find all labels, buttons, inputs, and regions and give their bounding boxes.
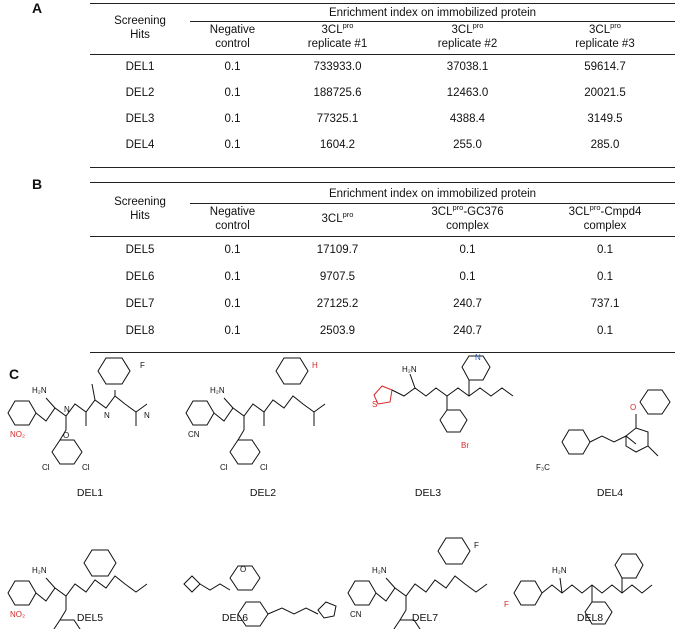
table-b-col-cmpd4: $3CL^{pro}-Cmpd4$ complex xyxy=(568,203,642,232)
table-cell: 737.1 xyxy=(590,298,620,310)
table-cell: 0.1 xyxy=(459,271,476,283)
table-b-row-header: Screening Hits xyxy=(114,196,166,222)
table-cell: 0.1 xyxy=(459,244,476,256)
table-cell: 9707.5 xyxy=(319,271,356,283)
del1-nh-3: N xyxy=(144,411,150,420)
table-cell: 3149.5 xyxy=(587,113,623,125)
table-b-col-negative: Negative control xyxy=(209,206,256,232)
del1-o-1: O xyxy=(63,431,70,440)
table-cell: 240.7 xyxy=(453,298,482,310)
table-a-row-header: Screening Hits xyxy=(114,15,166,41)
molecule-label-del4: DEL4 xyxy=(596,487,624,499)
molecule-label-del2: DEL2 xyxy=(249,487,277,499)
table-cell: 0.1 xyxy=(597,325,613,337)
table-row-hit: DEL4 xyxy=(125,139,155,151)
table-cell: 0.1 xyxy=(224,61,241,73)
table-cell: 1604.2 xyxy=(319,139,356,151)
panel-label-a: A xyxy=(32,0,43,16)
del2-h: H xyxy=(312,361,318,370)
del2-cn: CN xyxy=(188,430,200,439)
table-row-hit: DEL7 xyxy=(125,298,155,310)
del2-nh2: H₂N xyxy=(210,386,225,395)
del7-nh2: H₂N xyxy=(372,566,387,575)
table-cell: 285.0 xyxy=(590,139,620,151)
table-cell: 0.1 xyxy=(597,271,613,283)
table-cell: 77325.1 xyxy=(316,113,359,125)
table-cell: 240.7 xyxy=(453,325,482,337)
del3-nh2: H₂N xyxy=(402,365,417,374)
del1-nh-1: N xyxy=(64,405,70,414)
del8-f: F xyxy=(504,600,509,609)
table-row-hit: DEL3 xyxy=(125,113,155,125)
table-cell: 0.1 xyxy=(224,298,241,310)
table-row-hit: DEL8 xyxy=(125,325,155,337)
table-row-hit: DEL1 xyxy=(125,61,155,73)
molecule-label-del6: DEL6 xyxy=(221,612,249,624)
table-cell: 59614.7 xyxy=(584,61,626,73)
del1-nh2: H₂N xyxy=(32,386,47,395)
table-b-col-gc376: $3CL^{pro}-GC376$ complex xyxy=(431,203,504,232)
table-cell: 0.1 xyxy=(597,244,613,256)
del5-no2: NO₂ xyxy=(10,610,26,619)
table-cell: 0.1 xyxy=(224,271,241,283)
del3-n: N xyxy=(475,353,481,362)
table-cell: 20021.5 xyxy=(584,87,626,99)
table-cell: 188725.6 xyxy=(313,87,362,99)
table-row-hit: DEL5 xyxy=(125,244,155,256)
del4-o: O xyxy=(630,403,637,412)
structure-del2 xyxy=(186,358,325,464)
del6-o-1: O xyxy=(240,565,247,574)
structure-del4 xyxy=(562,390,670,456)
table-cell: 17109.7 xyxy=(316,244,359,256)
table-row-hit: DEL6 xyxy=(125,271,155,283)
molecule-label-del3: DEL3 xyxy=(414,487,442,499)
table-cell: 0.1 xyxy=(224,87,241,99)
molecule-label-del1: DEL1 xyxy=(76,487,104,499)
table-a-col-negative: Negative control xyxy=(209,24,256,50)
del1-cl-1: Cl xyxy=(42,463,50,472)
del3-s: S xyxy=(372,400,378,409)
molecule-label-del7: DEL7 xyxy=(411,612,439,624)
table-cell: 255.0 xyxy=(453,139,482,151)
table-cell: 0.1 xyxy=(224,139,241,151)
table-a-col-rep1: $3CL^{pro}$ replicate #1 xyxy=(307,21,368,50)
table-cell: 2503.9 xyxy=(319,325,356,337)
table-b-col-3clpro: $3CL^{pro}$ xyxy=(321,210,354,225)
structure-del3 xyxy=(374,356,513,432)
del1-no2: NO₂ xyxy=(10,430,26,439)
table-a-col-rep2: $3CL^{pro}$ replicate #2 xyxy=(437,21,498,50)
molecule-label-del8: DEL8 xyxy=(576,612,604,624)
del7-cn: CN xyxy=(350,610,362,619)
del2-cl-1: Cl xyxy=(220,463,228,472)
table-cell: 0.1 xyxy=(224,113,241,125)
panel-label-b: B xyxy=(32,176,43,192)
table-cell: 0.1 xyxy=(224,325,241,337)
del4-cf3: F₃C xyxy=(536,463,550,472)
del1-f: F xyxy=(140,361,145,370)
table-cell: 733933.0 xyxy=(313,61,362,73)
del5-nh2: H₂N xyxy=(32,566,47,575)
table-a-span-header: Enrichment index on immobilized protein xyxy=(328,7,537,19)
del3-br: Br xyxy=(461,441,469,450)
table-b-span-header: Enrichment index on immobilized protein xyxy=(328,188,537,200)
table-row-hit: DEL2 xyxy=(125,87,155,99)
del8-nh2: H₂N xyxy=(552,566,567,575)
table-cell: 12463.0 xyxy=(446,87,489,99)
table-cell: 27125.2 xyxy=(316,298,359,310)
del1-nh-2: N xyxy=(104,411,110,420)
table-a-col-rep3: $3CL^{pro}$ replicate #3 xyxy=(575,21,635,50)
del1-cl-2: Cl xyxy=(82,463,90,472)
panel-label-c: C xyxy=(9,366,20,382)
molecule-label-del5: DEL5 xyxy=(76,612,104,624)
structure-del1 xyxy=(8,358,147,464)
table-cell: 37038.1 xyxy=(446,61,489,73)
table-cell: 0.1 xyxy=(224,244,241,256)
table-cell: 4388.4 xyxy=(449,113,486,125)
del2-cl-2: Cl xyxy=(260,463,268,472)
del7-f: F xyxy=(474,541,479,550)
